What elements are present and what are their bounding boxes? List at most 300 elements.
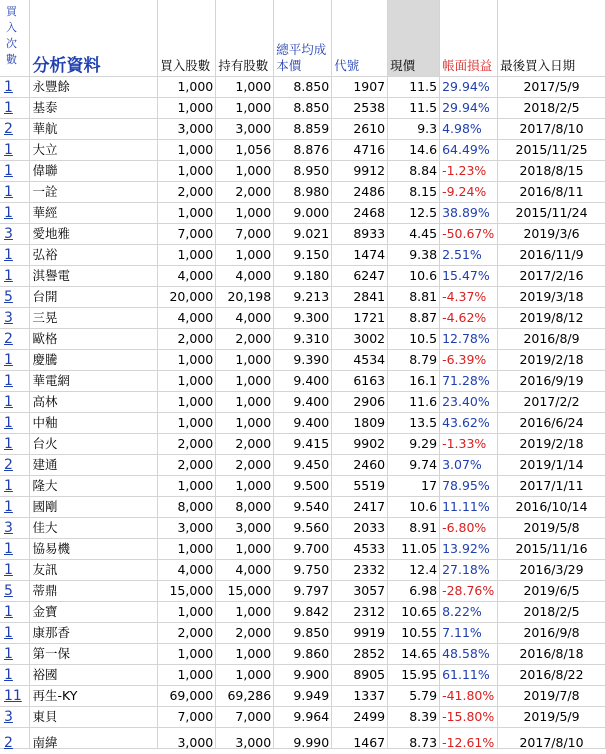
cell-code[interactable]: 1474 (332, 245, 388, 266)
cell-name[interactable]: 三晃 (30, 308, 158, 329)
cell-hold-shares[interactable]: 1,000 (216, 371, 274, 392)
cell-count[interactable]: 1 (0, 497, 30, 518)
cell-hold-shares[interactable]: 15,000 (216, 581, 274, 602)
cell-last-date[interactable]: 2017/2/2 (498, 392, 606, 413)
cell-last-date[interactable]: 2019/5/8 (498, 518, 606, 539)
cell-gain[interactable]: -15.80% (440, 707, 498, 728)
cell-gain[interactable]: 4.98% (440, 119, 498, 140)
cell-price[interactable]: 10.55 (388, 623, 440, 644)
cell-hold-shares[interactable]: 1,000 (216, 539, 274, 560)
cell-avg-cost[interactable]: 8.859 (274, 119, 332, 140)
cell-count[interactable]: 3 (0, 224, 30, 245)
header-buy-shares[interactable]: 買入股數 (158, 0, 216, 77)
cell-price[interactable]: 15.95 (388, 665, 440, 686)
cell-avg-cost[interactable]: 9.850 (274, 623, 332, 644)
cell-last-date[interactable]: 2016/9/19 (498, 371, 606, 392)
cell-last-date[interactable]: 2016/11/9 (498, 245, 606, 266)
cell-buy-shares[interactable]: 1,000 (158, 476, 216, 497)
cell-avg-cost[interactable]: 9.700 (274, 539, 332, 560)
cell-buy-shares[interactable]: 1,000 (158, 98, 216, 119)
cell-buy-shares[interactable]: 4,000 (158, 266, 216, 287)
cell-gain[interactable]: 15.47% (440, 266, 498, 287)
cell-last-date[interactable]: 2015/11/25 (498, 140, 606, 161)
cell-avg-cost[interactable]: 9.540 (274, 497, 332, 518)
cell-count[interactable]: 1 (0, 392, 30, 413)
cell-price[interactable]: 11.5 (388, 98, 440, 119)
cell-name[interactable]: 第一保 (30, 644, 158, 665)
cell-name[interactable]: 裕國 (30, 665, 158, 686)
cell-price[interactable]: 13.5 (388, 413, 440, 434)
cell-avg-cost[interactable]: 9.400 (274, 371, 332, 392)
header-title[interactable]: 分析資料 (30, 0, 158, 77)
cell-count[interactable]: 1 (0, 77, 30, 98)
cell-gain[interactable]: 2.51% (440, 245, 498, 266)
cell-hold-shares[interactable]: 1,000 (216, 392, 274, 413)
cell-name[interactable]: 台開 (30, 287, 158, 308)
cell-gain[interactable]: -41.80% (440, 686, 498, 707)
cell-code[interactable]: 4534 (332, 350, 388, 371)
cell-hold-shares[interactable]: 2,000 (216, 434, 274, 455)
cell-hold-shares[interactable]: 4,000 (216, 266, 274, 287)
cell-code[interactable]: 1337 (332, 686, 388, 707)
cell-count[interactable]: 1 (0, 665, 30, 686)
cell-count[interactable]: 1 (0, 245, 30, 266)
cell-avg-cost[interactable]: 9.000 (274, 203, 332, 224)
cell-avg-cost[interactable]: 9.990 (274, 733, 332, 754)
cell-avg-cost[interactable]: 8.980 (274, 182, 332, 203)
cell-last-date[interactable]: 2018/2/5 (498, 98, 606, 119)
cell-hold-shares[interactable]: 20,198 (216, 287, 274, 308)
cell-hold-shares[interactable]: 1,000 (216, 98, 274, 119)
cell-avg-cost[interactable]: 9.180 (274, 266, 332, 287)
cell-buy-shares[interactable]: 1,000 (158, 350, 216, 371)
cell-gain[interactable]: 64.49% (440, 140, 498, 161)
cell-last-date[interactable]: 2019/2/18 (498, 434, 606, 455)
cell-avg-cost[interactable]: 9.949 (274, 686, 332, 707)
cell-name[interactable]: 佳大 (30, 518, 158, 539)
header-avg-cost-line2: 本價 (276, 58, 302, 73)
cell-code[interactable]: 3002 (332, 329, 388, 350)
cell-last-date[interactable]: 2017/1/11 (498, 476, 606, 497)
cell-count[interactable]: 1 (0, 602, 30, 623)
cell-buy-shares[interactable]: 2,000 (158, 182, 216, 203)
cell-code[interactable]: 9919 (332, 623, 388, 644)
cell-buy-shares[interactable]: 1,000 (158, 161, 216, 182)
cell-last-date[interactable]: 2019/3/6 (498, 224, 606, 245)
cell-last-date[interactable]: 2016/9/8 (498, 623, 606, 644)
cell-code[interactable]: 2852 (332, 644, 388, 665)
cell-buy-shares[interactable]: 4,000 (158, 560, 216, 581)
cell-hold-shares[interactable]: 2,000 (216, 329, 274, 350)
cell-last-date[interactable]: 2016/8/9 (498, 329, 606, 350)
cell-price[interactable]: 8.87 (388, 308, 440, 329)
cell-name[interactable]: 弘裕 (30, 245, 158, 266)
cell-hold-shares[interactable]: 8,000 (216, 497, 274, 518)
cell-buy-shares[interactable]: 1,000 (158, 140, 216, 161)
cell-gain[interactable]: 71.28% (440, 371, 498, 392)
cell-hold-shares[interactable]: 1,000 (216, 350, 274, 371)
cell-name[interactable]: 東貝 (30, 707, 158, 728)
cell-gain[interactable]: -28.76% (440, 581, 498, 602)
cell-gain[interactable]: 23.40% (440, 392, 498, 413)
cell-hold-shares[interactable]: 2,000 (216, 623, 274, 644)
cell-avg-cost[interactable]: 9.842 (274, 602, 332, 623)
cell-name[interactable]: 隆大 (30, 476, 158, 497)
cell-code[interactable]: 2460 (332, 455, 388, 476)
cell-gain[interactable]: 61.11% (440, 665, 498, 686)
cell-name[interactable]: 國剛 (30, 497, 158, 518)
cell-last-date[interactable]: 2019/3/18 (498, 287, 606, 308)
cell-gain[interactable]: 43.62% (440, 413, 498, 434)
cell-name[interactable]: 友訊 (30, 560, 158, 581)
cell-code[interactable]: 2417 (332, 497, 388, 518)
cell-count[interactable]: 5 (0, 287, 30, 308)
cell-buy-shares[interactable]: 1,000 (158, 602, 216, 623)
cell-last-date[interactable]: 2017/8/10 (498, 119, 606, 140)
cell-name[interactable]: 台火 (30, 434, 158, 455)
cell-name[interactable]: 大立 (30, 140, 158, 161)
cell-code[interactable]: 8933 (332, 224, 388, 245)
table-row (0, 623, 606, 644)
cell-avg-cost[interactable]: 9.797 (274, 581, 332, 602)
cell-name[interactable]: 歐格 (30, 329, 158, 350)
cell-count[interactable]: 5 (0, 581, 30, 602)
cell-gain[interactable]: 11.11% (440, 497, 498, 518)
cell-last-date[interactable]: 2016/8/11 (498, 182, 606, 203)
cell-buy-shares[interactable]: 3,000 (158, 733, 216, 754)
cell-avg-cost[interactable]: 9.150 (274, 245, 332, 266)
cell-price[interactable]: 8.81 (388, 287, 440, 308)
cell-name[interactable]: 淇譽電 (30, 266, 158, 287)
cell-last-date[interactable]: 2019/2/18 (498, 350, 606, 371)
cell-code[interactable]: 4533 (332, 539, 388, 560)
cell-hold-shares[interactable]: 3,000 (216, 518, 274, 539)
cell-price[interactable]: 8.15 (388, 182, 440, 203)
cell-count[interactable]: 1 (0, 350, 30, 371)
cell-buy-shares[interactable]: 69,000 (158, 686, 216, 707)
cell-count[interactable]: 1 (0, 98, 30, 119)
cell-last-date[interactable]: 2018/2/5 (498, 602, 606, 623)
cell-buy-shares[interactable]: 1,000 (158, 644, 216, 665)
cell-avg-cost[interactable]: 9.500 (274, 476, 332, 497)
cell-code[interactable]: 1467 (332, 733, 388, 754)
cell-last-date[interactable]: 2017/8/10 (498, 733, 606, 754)
cell-code[interactable]: 2312 (332, 602, 388, 623)
cell-last-date[interactable]: 2016/3/29 (498, 560, 606, 581)
cell-hold-shares[interactable]: 1,000 (216, 161, 274, 182)
cell-price[interactable]: 10.6 (388, 266, 440, 287)
cell-code[interactable]: 5519 (332, 476, 388, 497)
cell-price[interactable]: 10.6 (388, 497, 440, 518)
cell-name[interactable]: 中釉 (30, 413, 158, 434)
cell-hold-shares[interactable]: 1,000 (216, 602, 274, 623)
cell-count[interactable]: 2 (0, 455, 30, 476)
cell-buy-shares[interactable]: 1,000 (158, 77, 216, 98)
cell-code[interactable]: 2499 (332, 707, 388, 728)
cell-price[interactable]: 8.73 (388, 733, 440, 754)
cell-count[interactable]: 1 (0, 140, 30, 161)
cell-avg-cost[interactable]: 9.310 (274, 329, 332, 350)
cell-gain[interactable]: -12.61% (440, 733, 498, 754)
cell-price[interactable]: 8.84 (388, 161, 440, 182)
cell-avg-cost[interactable]: 8.876 (274, 140, 332, 161)
cell-avg-cost[interactable]: 9.900 (274, 665, 332, 686)
cell-avg-cost[interactable]: 9.400 (274, 413, 332, 434)
cell-hold-shares[interactable]: 1,000 (216, 665, 274, 686)
cell-code[interactable]: 6247 (332, 266, 388, 287)
cell-count[interactable]: 2 (0, 733, 30, 754)
cell-last-date[interactable]: 2015/11/16 (498, 539, 606, 560)
cell-gain[interactable]: 27.18% (440, 560, 498, 581)
cell-gain[interactable]: -4.37% (440, 287, 498, 308)
cell-count[interactable]: 11 (0, 686, 30, 707)
cell-code[interactable]: 2538 (332, 98, 388, 119)
cell-gain[interactable]: -9.24% (440, 182, 498, 203)
cell-name[interactable]: 永豐餘 (30, 77, 158, 98)
cell-hold-shares[interactable]: 4,000 (216, 308, 274, 329)
cell-avg-cost[interactable]: 9.021 (274, 224, 332, 245)
header-last-date[interactable]: 最後買入日期 (498, 0, 606, 77)
cell-hold-shares[interactable]: 1,000 (216, 77, 274, 98)
cell-buy-shares[interactable]: 7,000 (158, 224, 216, 245)
cell-price[interactable]: 10.65 (388, 602, 440, 623)
cell-code[interactable]: 2610 (332, 119, 388, 140)
cell-hold-shares[interactable]: 1,056 (216, 140, 274, 161)
cell-hold-shares[interactable]: 1,000 (216, 644, 274, 665)
cell-avg-cost[interactable]: 9.750 (274, 560, 332, 581)
cell-code[interactable]: 1809 (332, 413, 388, 434)
cell-name[interactable]: 愛地雅 (30, 224, 158, 245)
header-code[interactable]: 代號 (332, 0, 388, 77)
cell-count[interactable]: 3 (0, 308, 30, 329)
cell-buy-shares[interactable]: 1,000 (158, 665, 216, 686)
cell-gain[interactable]: 12.78% (440, 329, 498, 350)
header-price[interactable]: 現價 (388, 0, 440, 77)
cell-code[interactable]: 1907 (332, 77, 388, 98)
cell-price[interactable]: 11.5 (388, 77, 440, 98)
cell-avg-cost[interactable]: 8.950 (274, 161, 332, 182)
cell-name[interactable]: 華經 (30, 203, 158, 224)
cell-code[interactable]: 9902 (332, 434, 388, 455)
cell-hold-shares[interactable]: 7,000 (216, 224, 274, 245)
cell-count[interactable]: 1 (0, 371, 30, 392)
header-avg-cost[interactable] (274, 0, 332, 77)
cell-last-date[interactable]: 2016/8/18 (498, 644, 606, 665)
header-hold-shares[interactable]: 持有股數 (216, 0, 274, 77)
cell-avg-cost[interactable]: 9.300 (274, 308, 332, 329)
cell-count[interactable]: 3 (0, 707, 30, 728)
cell-gain[interactable]: -50.67% (440, 224, 498, 245)
cell-price[interactable]: 9.3 (388, 119, 440, 140)
cell-avg-cost[interactable]: 9.415 (274, 434, 332, 455)
cell-avg-cost[interactable]: 8.850 (274, 77, 332, 98)
cell-last-date[interactable]: 2019/8/12 (498, 308, 606, 329)
cell-gain[interactable]: -6.80% (440, 518, 498, 539)
cell-count[interactable]: 1 (0, 644, 30, 665)
cell-count[interactable]: 1 (0, 413, 30, 434)
cell-buy-shares[interactable]: 1,000 (158, 371, 216, 392)
cell-code[interactable]: 2906 (332, 392, 388, 413)
cell-gain[interactable]: -4.62% (440, 308, 498, 329)
cell-buy-shares[interactable]: 7,000 (158, 707, 216, 728)
header-count[interactable] (0, 0, 30, 77)
cell-price[interactable]: 14.6 (388, 140, 440, 161)
cell-hold-shares[interactable]: 2,000 (216, 455, 274, 476)
cell-hold-shares[interactable]: 1,000 (216, 245, 274, 266)
cell-price[interactable]: 12.5 (388, 203, 440, 224)
cell-count[interactable]: 1 (0, 476, 30, 497)
cell-avg-cost[interactable]: 9.390 (274, 350, 332, 371)
cell-buy-shares[interactable]: 2,000 (158, 434, 216, 455)
cell-price[interactable]: 11.6 (388, 392, 440, 413)
cell-count[interactable]: 1 (0, 266, 30, 287)
cell-price[interactable]: 10.5 (388, 329, 440, 350)
cell-gain[interactable]: 7.11% (440, 623, 498, 644)
cell-code[interactable]: 9912 (332, 161, 388, 182)
cell-avg-cost[interactable]: 9.450 (274, 455, 332, 476)
cell-avg-cost[interactable]: 9.213 (274, 287, 332, 308)
cell-price[interactable]: 16.1 (388, 371, 440, 392)
cell-code[interactable]: 3057 (332, 581, 388, 602)
cell-last-date[interactable]: 2019/1/14 (498, 455, 606, 476)
cell-code[interactable]: 2033 (332, 518, 388, 539)
cell-name[interactable]: 慶騰 (30, 350, 158, 371)
cell-hold-shares[interactable]: 3,000 (216, 733, 274, 754)
cell-count[interactable]: 2 (0, 119, 30, 140)
cell-name[interactable]: 高林 (30, 392, 158, 413)
cell-count[interactable]: 1 (0, 434, 30, 455)
cell-price[interactable]: 12.4 (388, 560, 440, 581)
cell-avg-cost[interactable]: 9.964 (274, 707, 332, 728)
cell-last-date[interactable]: 2016/6/24 (498, 413, 606, 434)
cell-last-date[interactable]: 2019/7/8 (498, 686, 606, 707)
cell-gain[interactable]: -6.39% (440, 350, 498, 371)
cell-buy-shares[interactable]: 1,000 (158, 413, 216, 434)
cell-buy-shares[interactable]: 1,000 (158, 539, 216, 560)
cell-hold-shares[interactable]: 3,000 (216, 119, 274, 140)
cell-code[interactable]: 1721 (332, 308, 388, 329)
cell-last-date[interactable]: 2018/8/15 (498, 161, 606, 182)
cell-buy-shares[interactable]: 20,000 (158, 287, 216, 308)
cell-count[interactable]: 1 (0, 539, 30, 560)
cell-gain[interactable]: 3.07% (440, 455, 498, 476)
cell-gain[interactable]: 8.22% (440, 602, 498, 623)
cell-avg-cost[interactable]: 9.560 (274, 518, 332, 539)
cell-price[interactable]: 8.39 (388, 707, 440, 728)
cell-name[interactable]: 金寶 (30, 602, 158, 623)
cell-code[interactable]: 8905 (332, 665, 388, 686)
cell-hold-shares[interactable]: 1,000 (216, 476, 274, 497)
cell-avg-cost[interactable]: 9.400 (274, 392, 332, 413)
cell-name[interactable]: 蒂鼎 (30, 581, 158, 602)
cell-hold-shares[interactable]: 1,000 (216, 203, 274, 224)
cell-price[interactable]: 11.05 (388, 539, 440, 560)
cell-buy-shares[interactable]: 1,000 (158, 245, 216, 266)
cell-name[interactable]: 建通 (30, 455, 158, 476)
cell-name[interactable]: 一詮 (30, 182, 158, 203)
cell-last-date[interactable]: 2019/5/9 (498, 707, 606, 728)
cell-count[interactable]: 1 (0, 161, 30, 182)
cell-buy-shares[interactable]: 1,000 (158, 392, 216, 413)
cell-code[interactable]: 4716 (332, 140, 388, 161)
cell-buy-shares[interactable]: 2,000 (158, 329, 216, 350)
cell-price[interactable]: 8.79 (388, 350, 440, 371)
cell-price[interactable]: 5.79 (388, 686, 440, 707)
cell-hold-shares[interactable]: 4,000 (216, 560, 274, 581)
cell-avg-cost[interactable]: 8.850 (274, 98, 332, 119)
cell-avg-cost[interactable]: 9.860 (274, 644, 332, 665)
cell-price[interactable]: 6.98 (388, 581, 440, 602)
cell-count[interactable]: 3 (0, 518, 30, 539)
cell-buy-shares[interactable]: 15,000 (158, 581, 216, 602)
cell-buy-shares[interactable]: 8,000 (158, 497, 216, 518)
cell-gain[interactable]: 13.92% (440, 539, 498, 560)
cell-last-date[interactable]: 2016/10/14 (498, 497, 606, 518)
cell-price[interactable]: 9.38 (388, 245, 440, 266)
cell-count[interactable]: 1 (0, 623, 30, 644)
cell-last-date[interactable]: 2015/11/24 (498, 203, 606, 224)
cell-price[interactable]: 8.91 (388, 518, 440, 539)
cell-count[interactable]: 1 (0, 182, 30, 203)
cell-gain[interactable]: 38.89% (440, 203, 498, 224)
cell-buy-shares[interactable]: 1,000 (158, 203, 216, 224)
cell-buy-shares[interactable]: 4,000 (158, 308, 216, 329)
cell-hold-shares[interactable]: 2,000 (216, 182, 274, 203)
cell-gain[interactable]: 29.94% (440, 77, 498, 98)
cell-count[interactable]: 2 (0, 329, 30, 350)
table-row (0, 560, 606, 581)
cell-price[interactable]: 9.29 (388, 434, 440, 455)
cell-name[interactable]: 南緯 (30, 733, 158, 754)
cell-gain[interactable]: 48.58% (440, 644, 498, 665)
cell-name[interactable]: 基泰 (30, 98, 158, 119)
cell-last-date[interactable]: 2019/6/5 (498, 581, 606, 602)
cell-price[interactable]: 9.74 (388, 455, 440, 476)
cell-gain[interactable]: 29.94% (440, 98, 498, 119)
cell-hold-shares[interactable]: 7,000 (216, 707, 274, 728)
cell-code[interactable]: 2486 (332, 182, 388, 203)
cell-price[interactable]: 14.65 (388, 644, 440, 665)
cell-name[interactable]: 協易機 (30, 539, 158, 560)
cell-name[interactable]: 華電網 (30, 371, 158, 392)
cell-code[interactable]: 2332 (332, 560, 388, 581)
header-gain[interactable]: 帳面損益 (440, 0, 498, 77)
cell-count[interactable]: 1 (0, 560, 30, 581)
cell-hold-shares[interactable]: 1,000 (216, 413, 274, 434)
cell-price[interactable]: 4.45 (388, 224, 440, 245)
cell-price[interactable]: 17 (388, 476, 440, 497)
cell-gain[interactable]: -1.33% (440, 434, 498, 455)
cell-buy-shares[interactable]: 3,000 (158, 119, 216, 140)
cell-last-date[interactable]: 2017/2/16 (498, 266, 606, 287)
cell-count[interactable]: 1 (0, 203, 30, 224)
cell-gain[interactable]: -1.23% (440, 161, 498, 182)
cell-name[interactable]: 再生-KY (30, 686, 158, 707)
cell-last-date[interactable]: 2017/5/9 (498, 77, 606, 98)
cell-buy-shares[interactable]: 2,000 (158, 455, 216, 476)
cell-gain[interactable]: 78.95% (440, 476, 498, 497)
cell-buy-shares[interactable]: 2,000 (158, 623, 216, 644)
cell-name[interactable]: 偉聯 (30, 161, 158, 182)
cell-last-date[interactable]: 2016/8/22 (498, 665, 606, 686)
cell-name[interactable]: 華航 (30, 119, 158, 140)
cell-buy-shares[interactable]: 3,000 (158, 518, 216, 539)
cell-name[interactable]: 康那香 (30, 623, 158, 644)
cell-code[interactable]: 2841 (332, 287, 388, 308)
cell-code[interactable]: 6163 (332, 371, 388, 392)
cell-hold-shares[interactable]: 69,286 (216, 686, 274, 707)
cell-code[interactable]: 2468 (332, 203, 388, 224)
